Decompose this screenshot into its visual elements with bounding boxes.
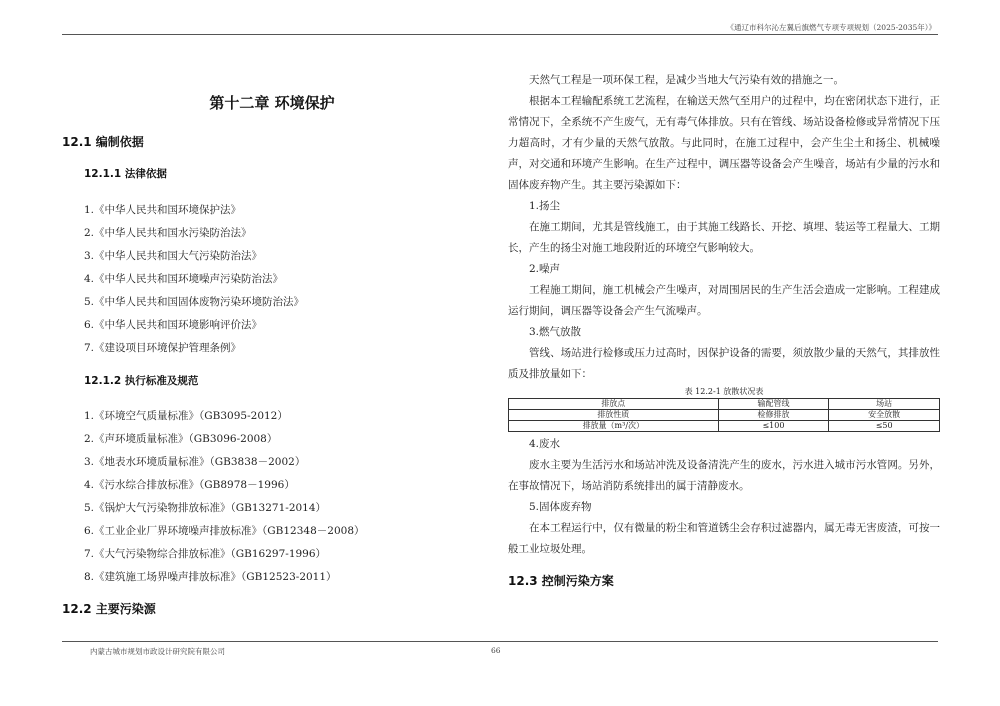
law-item: 7.《建设项目环境保护管理条例》	[84, 342, 242, 354]
header-divider	[62, 34, 938, 35]
law-item: 1.《中华人民共和国环境保护法》	[84, 204, 242, 216]
standard-item: 4.《污水综合排放标准》（GB8978－1996）	[84, 479, 295, 491]
table-cell: 排放量（m³/次）	[509, 421, 719, 432]
subheading: 2.噪声	[529, 263, 561, 275]
standard-item: 6.《工业企业厂界环境噪声排放标准》（GB12348－2008）	[84, 525, 365, 537]
table-cell: 排放性质	[509, 410, 719, 421]
paragraph: 天然气工程是一项环保工程，是减少当地大气污染有效的措施之一。	[529, 74, 844, 86]
law-item: 3.《中华人民共和国大气污染防治法》	[84, 250, 263, 262]
paragraph: 在本工程运行中，仅有微量的粉尘和管道锈尘会存积过滤器内，属无毒无害废渣，可按一般工业垃圾处理。	[508, 522, 940, 555]
standard-item: 7.《大气污染物综合排放标准》（GB16297-1996）	[84, 548, 327, 560]
table-cell: 场站	[829, 399, 940, 410]
standard-item: 8.《建筑施工场界噪声排放标准》（GB12523-2011）	[84, 571, 337, 583]
section-12-2-heading: 12.2 主要污染源	[62, 602, 156, 616]
footer-organization: 内蒙古城市规划市政设计研究院有限公司	[90, 647, 225, 656]
running-header: 《通辽市科尔沁左翼后旗燃气专项专项规划（2025-2035年）》	[726, 23, 936, 32]
standard-item: 1.《环境空气质量标准》（GB3095-2012）	[84, 410, 288, 422]
law-item: 4.《中华人民共和国环境噪声污染防治法》	[84, 273, 284, 285]
table-row	[509, 399, 940, 410]
subheading: 1.扬尘	[529, 200, 561, 212]
law-item: 6.《中华人民共和国环境影响评价法》	[84, 319, 263, 331]
chapter-title: 第十二章 环境保护	[209, 94, 335, 112]
section-12-1-2-heading: 12.1.2 执行标准及规范	[84, 375, 199, 387]
subheading: 3.燃气放散	[529, 326, 582, 338]
paragraph: 根据本工程输配系统工艺流程，在输送天然气至用户的过程中，均在密闭状态下进行，正常情况下，全系统不产生废气，无有毒气体排放。只有在管线、场站设备检修或异常情况下压力超高时，才有少量的天然气放散。与此同时，在施工过程中，会产生尘土和扬尘、机械噪声，对交通和环境产生影响。在生产过程中，调压器等设备会产生噪音，场站有少量的污水和固体废弃物产生。其主要污染源如下：	[508, 95, 940, 191]
table-cell: 排放点	[509, 399, 719, 410]
subheading: 4.废水	[529, 438, 561, 450]
paragraph: 废水主要为生活污水和场站冲洗及设备清洗产生的废水，污水进入城市污水管网。另外，在事故情况下，场站消防系统排出的属于清静废水。	[508, 459, 940, 492]
standard-item: 5.《锅炉大气污染物排放标准》（GB13271-2014）	[84, 502, 327, 514]
table-cell: ≤50	[829, 421, 940, 432]
paragraph: 工程施工期间，施工机械会产生噪声，对周围居民的生产生活会造成一定影响。工程建成运行期间，调压器等设备会产生气流噪声。	[508, 284, 940, 317]
right-column	[508, 70, 940, 589]
page-number: 66	[491, 646, 501, 655]
table-row	[509, 421, 940, 432]
table-cell: ≤100	[718, 421, 829, 432]
law-item: 2.《中华人民共和国水污染防治法》	[84, 227, 252, 239]
table-row	[509, 410, 940, 421]
emission-table	[508, 398, 940, 432]
table-cell: 输配管线	[718, 399, 829, 410]
table-caption: 表 12.2-1 放散状况表	[684, 387, 764, 396]
subheading: 5.固体废弃物	[529, 501, 592, 513]
table-cell: 检修排放	[718, 410, 829, 421]
paragraph: 在施工期间，尤其是管线施工，由于其施工线路长、开挖、填埋、装运等工程量大、工期长，产生的扬尘对施工地段附近的环境空气影响较大。	[508, 221, 940, 254]
paragraph: 管线、场站进行检修或压力过高时，因保护设备的需要，须放散少量的天然气，其排放性质及排放量如下：	[508, 347, 940, 380]
section-12-1-heading: 12.1 编制依据	[62, 135, 144, 149]
footer-divider	[62, 641, 938, 642]
standard-item: 3.《地表水环境质量标准》（GB3838－2002）	[84, 456, 306, 468]
section-12-3-heading: 12.3 控制污染方案	[508, 574, 614, 588]
section-12-1-1-heading: 12.1.1 法律依据	[84, 168, 167, 180]
standard-item: 2.《声环境质量标准》（GB3096-2008）	[84, 433, 278, 445]
law-item: 5.《中华人民共和国固体废物污染环境防治法》	[84, 296, 305, 308]
table-cell: 安全放散	[829, 410, 940, 421]
